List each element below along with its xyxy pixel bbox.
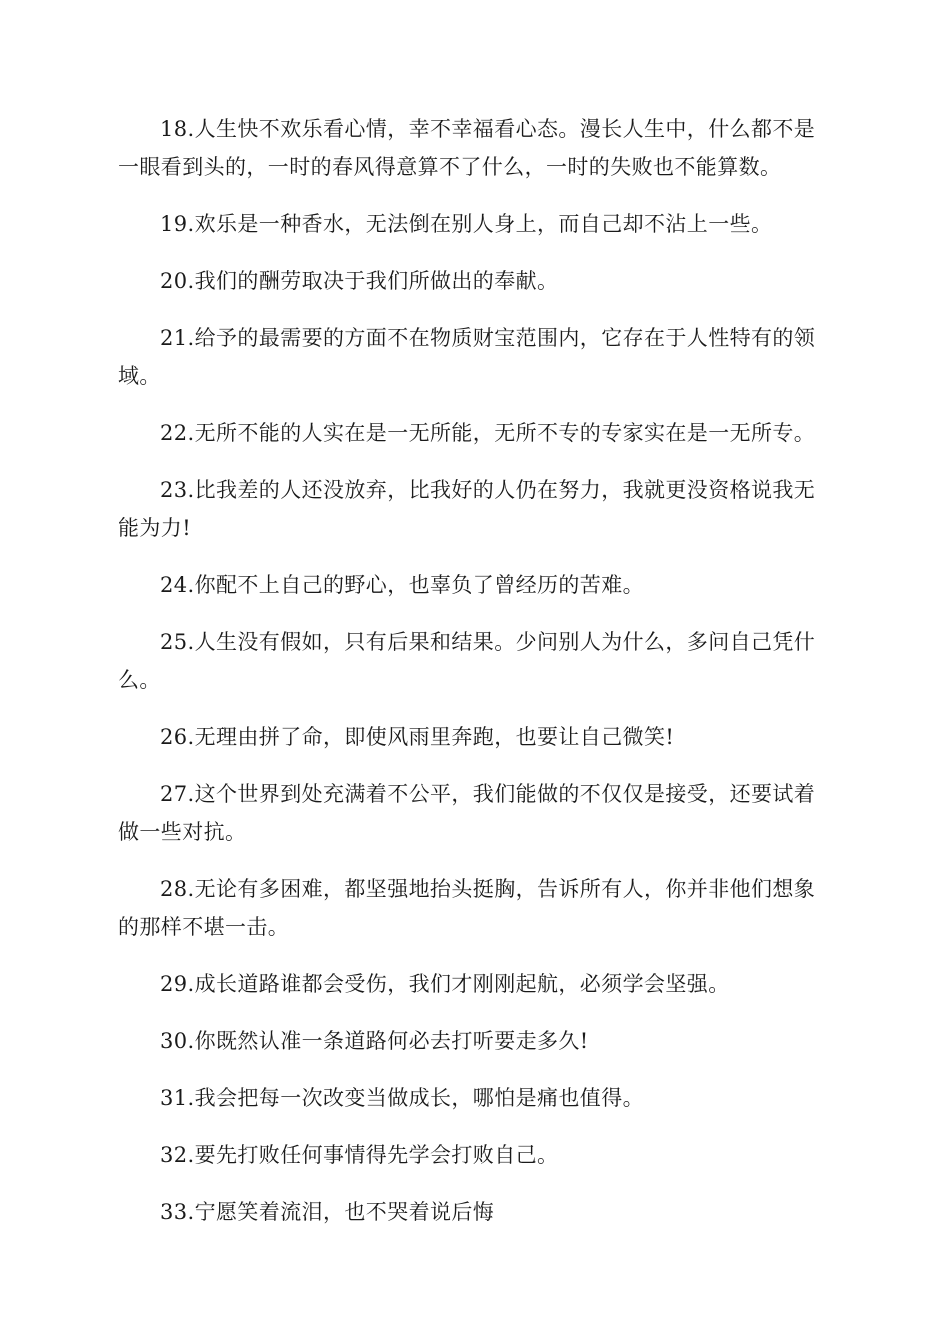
paragraph-22: 22.无所不能的人实在是一无所能，无所不专的专家实在是一无所专。 [160,421,816,445]
paragraph-28: 28.无论有多困难，都坚强地抬头挺胸，告诉所有人，你并非他们想象的那样不堪一击。 [118,877,816,939]
paragraph-25: 25.人生没有假如，只有后果和结果。少问别人为什么，多问自己凭什么。 [118,630,816,692]
paragraph-31: 31.我会把每一次改变当做成长，哪怕是痛也值得。 [160,1086,644,1110]
paragraph-29: 29.成长道路谁都会受伤，我们才刚刚起航，必须学会坚强。 [160,972,730,996]
paragraph-20: 20.我们的酬劳取决于我们所做出的奉献。 [160,269,559,293]
paragraph-33: 33.宁愿笑着流泪，也不哭着说后悔 [160,1200,495,1224]
paragraph-27: 27.这个世界到处充满着不公平，我们能做的不仅仅是接受，还要试着做一些对抗。 [118,782,816,844]
paragraph-32: 32.要先打败任何事情得先学会打败自己。 [160,1143,559,1167]
paragraph-24: 24.你配不上自己的野心，也辜负了曾经历的苦难。 [160,573,644,597]
paragraph-21: 21.给予的最需要的方面不在物质财宝范围内，它存在于人性特有的领域。 [118,326,816,388]
paragraph-26: 26.无理由拼了命，即使风雨里奔跑，也要让自己微笑! [160,725,675,749]
document-page [118,110,828,1250]
paragraph-18: 18.人生快不欢乐看心情，幸不幸福看心态。漫长人生中，什么都不是一眼看到头的，一时的春风得意算不了什么，一时的失败也不能算数。 [118,117,816,179]
paragraph-23: 23.比我差的人还没放弃，比我好的人仍在努力，我就更没资格说我无能为力! [118,478,816,540]
paragraph-30: 30.你既然认准一条道路何必去打听要走多久! [160,1029,589,1053]
paragraph-19: 19.欢乐是一种香水，无法倒在别人身上，而自己却不沾上一些。 [160,212,773,236]
